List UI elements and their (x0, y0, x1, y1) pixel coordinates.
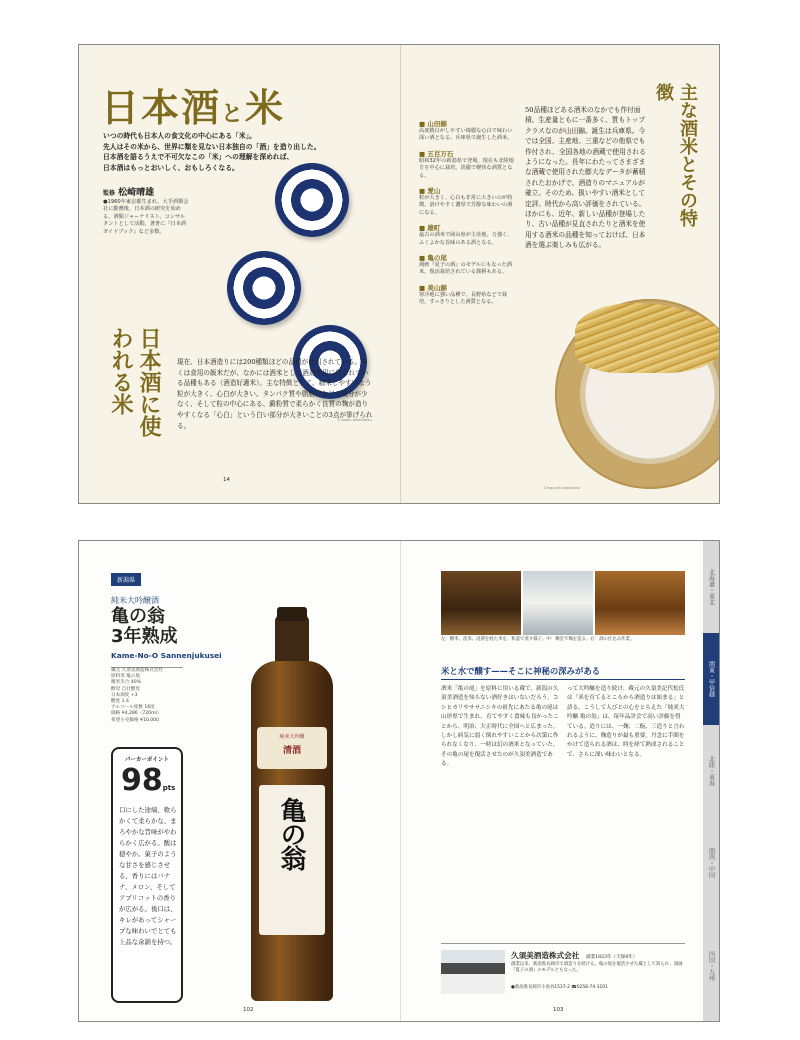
photo-koji-room (523, 571, 593, 635)
article-headline: 米と水で醸す——そこに神秘の深みがある (441, 666, 601, 676)
bottle-label-seishu: 清酒 (282, 746, 301, 756)
region-badge: 新潟県 (111, 573, 141, 586)
parker-label: パーカーポイント (125, 757, 169, 763)
spec-row: アルコール度数 16度 (111, 705, 155, 711)
intro-line: 日本酒を語るうえで不可欠なこの「米」への理解を深めれば、 (103, 153, 294, 162)
rice-item (419, 149, 515, 180)
rice-item-name: ■ 山田錦 (419, 120, 447, 128)
page-number-right: 103 (553, 1007, 564, 1013)
sake-cup-image (227, 251, 301, 325)
spec-row: 希望小売価格 ¥10,000 (111, 717, 160, 723)
rice-item-desc: 高度精白がしやすい綺麗な心白で味わい深い酒となる。兵庫県で誕生した酒米。 (419, 128, 513, 142)
rice-item-name: ■ 美山錦 (419, 283, 447, 292)
region-tab-shikoku-kyushu[interactable] (703, 909, 719, 1022)
spec-row: 精米歩合 40% (111, 680, 142, 686)
region-tab-label: 北陸・東海 (707, 756, 715, 786)
region-tab-hokkaido-tohoku[interactable] (703, 541, 719, 634)
region-tab-kanto-koshinetsu[interactable] (703, 633, 719, 726)
brewery-founded: 創業1833年（天保4年） (586, 955, 638, 960)
region-tab-label: 四国・九州 (707, 951, 715, 981)
section-title-rice-used: 日本酒に使われる米 (108, 327, 162, 437)
supervisor-label: 監修 (103, 190, 116, 197)
region-tab-label: 北海道・東北 (707, 569, 715, 605)
photo-caption: 左：精米、洗米、浸漬を経た米を、和釜で蒸す様子。中：麹室で麹を造る。右：酒の仕込み作業。 (441, 637, 635, 642)
parker-point-box (111, 747, 183, 1003)
brewery-photo (441, 950, 505, 994)
rice-item-desc: 粒が大きく、心白も非常に大きいのが特徴。溶けやすく濃厚で芳醇な味わいの酒になる。 (419, 195, 513, 216)
rice-item-desc: 寒冷地に強い品種で、長野県などで栽培。すっきりとした酒質となる。 (419, 291, 508, 306)
spec-row: 酸度 1.4 (111, 699, 129, 705)
rice-item-name: ■ 愛山 (419, 187, 441, 196)
section-body-main-rice: 50品種ほどある酒米のなかでも作付面積、生産量ともに一番多く、質もトップクラスなのが山田錦。誕生は兵庫県。今では全国、主産地、三重などの他県でも作付され、全国各地の酒蔵で使用されるようになった。長年にわたってさまざまな酒蔵で使用された膨大なデータが蓄積されたおかげで、酒造りのマニュアルが確立。そのため、扱いやすい酒米として定評。時代から高い評価をされている。ほかにも、近年、新しい品種が登場したり、古い品種が見直されたりと酒米を使用する酒米の品種を知っておけば、日本酒を選ぶ楽しみも広がる。 (525, 106, 646, 250)
spec-row: 酵母 自社酵母 (111, 686, 141, 692)
photo-credit: ©naoko takamatsu (337, 418, 372, 422)
rice-item-desc: 最古の酒米で岡山県が主産地。力強く、ふくよかな旨味のある酒となる。 (419, 232, 513, 246)
sake-name-line1: 亀の翁 (111, 606, 165, 627)
bottle-label-small: 純米大吟醸 (279, 734, 305, 740)
sake-romaji: Kame-No-O Sannenjukusei (111, 651, 222, 660)
brewery-title (511, 950, 637, 961)
sake-name-line2: 3年熟成 (111, 626, 178, 647)
spread-kame-no-o (78, 540, 720, 1022)
intro-line: 日本酒はもっとおいしく、おもしろくなる。 (103, 163, 239, 172)
region-tab-kansai-chugoku[interactable] (703, 817, 719, 910)
bottle-neck-label (257, 727, 327, 769)
bottle-main-label (259, 785, 325, 935)
parker-score (121, 763, 175, 798)
rice-item (419, 186, 515, 217)
headline-rule (441, 679, 685, 680)
region-tab-label: 関西・中国 (707, 848, 715, 878)
section-body-rice-used: 現在、日本酒造りには200種類ほどの品種が使用されている。多くは食用の飯米だが、なかには酒米として酒造専用に作られている品種もある（酒造好適米）。主な特徴として、精米しやすいよう粒が大きく、心白が大きい。タンパク質や脂肪分などの成分が少なく、そして粒の中心にある、澱粉質で柔らかく良質の麹が造りやすくなる「心白」という白い部分が大きいことの3点が挙げられる。 (177, 358, 373, 430)
brewery-description: 創業以来、新潟県長岡市で酒造りを続ける。亀の尾を復活させた蔵として知られ、漫画『夏子の酒』のモデルともなった。 (511, 962, 683, 973)
section-title-main-rice: 主な酒米とその特徴 (653, 83, 698, 227)
sake-name (111, 607, 178, 647)
supervisor (103, 185, 154, 198)
rice-item-desc: 昭和32年の新潟県で登場。現在も北陸地方を中心に栽培。淡麗で軽快な酒質となる。 (419, 157, 514, 179)
spec-row: 日本酒度 +3 (111, 692, 138, 698)
bottle-label-name: 亀の翁 (276, 797, 306, 869)
rice-item (419, 119, 515, 143)
rice-item (419, 253, 515, 277)
rice-item-desc: 漫画『夏子の酒』のモデルにもなった酒米。復活栽培されている銘柄もある。 (419, 262, 513, 276)
supervisor-name: 松崎晴雄 (118, 188, 155, 198)
page-number-left: 102 (243, 1007, 254, 1013)
brewery-address: ●新潟県長岡市小島谷1537-2 ☎0258-74-3101 (511, 985, 608, 990)
page-gutter (400, 45, 401, 503)
intro-line: 先人はその米から、世界に類を見ない日本独自の「酒」を造り出した。 (103, 142, 321, 151)
article-column-2: って大吟醸を造り続け、蔵元の久須美記代松氏は「米を育てるところから酒造りは始まる」と語る。こうして人びとの心をとらえた「純米大吟醸 亀の翁」は、毎年品評会で高い評価を得ている。造りには、一麹、二酛、三造りと言われるように、麹造りが最も重要。丹念に手間をかけて造られる酒は、時を経て熟成されることで、さらに深い味わいとなる。 (567, 686, 685, 758)
brewery-info (441, 943, 685, 1002)
supervisor-bio: ●1960年東京都生まれ。大手酒類会社に勤務後、日本酒の研究を始める。酒類ジャーナリスト、コンサルタントとして活動。著書に『日本酒ガイドブック』など多数。 (103, 199, 189, 235)
rice-item (419, 283, 515, 307)
bottle-cap (277, 607, 307, 621)
region-tab-label: 関東・甲信越 (707, 661, 715, 697)
bottle-neck (275, 615, 309, 667)
parker-score-unit: pts (162, 784, 176, 792)
photo-brewing (595, 571, 685, 635)
rice-item (419, 223, 515, 247)
rice-item-name: ■ 亀の尾 (419, 254, 447, 263)
photo-steaming-rice (441, 571, 521, 635)
spec-row: 原料米 亀の尾 (111, 674, 141, 680)
spec-row: 価格 ¥4,286（720ml） (111, 711, 162, 717)
brewery-name: 久須美酒造株式会社 (511, 951, 580, 960)
parker-score-value: 98 (121, 763, 163, 798)
article-column-1: 酒米「亀の尾」を原料に用いる蔵で、新潟の久須美酒造を知らない酒好きはいないだろう。コシヒカリやササニシキの祖先にあたる亀の尾は山形県で生まれ、育てやすく食味も良かったことから、明治、大正時代に全国へと広まった。しかし病気に弱く倒れやすいことから次第に作られなくなり、一時は幻の酒米となっていた。その亀の尾を復活させたのが久須美酒造である。 (441, 686, 559, 768)
rice-variety-list (419, 119, 515, 307)
tasting-notes: 口にした途端、軟らかくて柔らかな、まろやかな旨味がやわらかく広がる。酸は穏やか。菓子のような甘さを感じさせる、香りにはバナナ、メロン、そしてアプリコットの香りが広がる。後口は、キレがあってシャープな味わいでとても上品な余韻を持つ。 (119, 806, 177, 946)
photo-credit: ©mayumi sakamoto (543, 486, 580, 490)
sake-category: 純米大吟醸酒 (111, 596, 159, 605)
intro-line: いつの時代も日本人の食文化の中心にある「米」。 (103, 132, 256, 140)
page-gutter (400, 541, 401, 1021)
region-tab-hokuriku-tokai[interactable] (703, 725, 719, 818)
article-title (101, 77, 285, 132)
title-part1: 日本酒 (101, 85, 222, 130)
title-part2: 米 (245, 85, 286, 130)
spread-sake-and-rice (78, 44, 720, 504)
sake-cup-image (275, 163, 349, 237)
page-number-left: 14 (223, 477, 230, 483)
spec-row: 蔵元 久須美酒造株式会社 (111, 668, 163, 673)
rice-item-name: ■ 雄町 (419, 224, 441, 233)
title-particle: と (221, 101, 246, 127)
rice-item-name: ■ 五百万石 (419, 149, 454, 158)
spec-table (111, 667, 183, 724)
